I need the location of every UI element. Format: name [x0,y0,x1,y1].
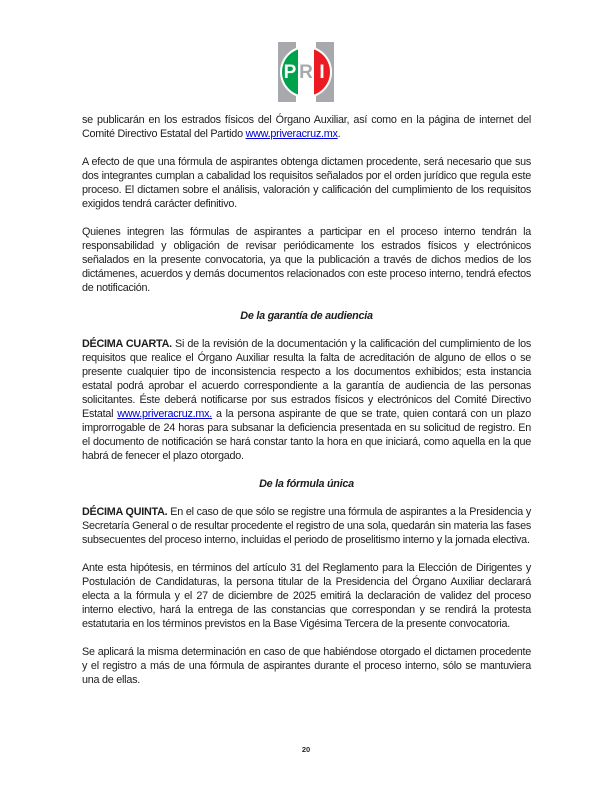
paragraph-dictamen: A efecto de que una fórmula de aspirantes obtenga dictamen procedente, será necesario que sus dos integrantes cumplan a cabalidad los requisitos señalados por el orden jurídico que regula este proceso. El dictamen sobre el análisis, valoración y calificación del cumplimiento de los requisitos exigidos tendrá carácter definitivo. [82,156,531,210]
paragraph-text: . [337,128,341,140]
paragraph-obligacion-revisar: Quienes integren las fórmulas de aspirantes a participar en el proceso interno tendrán la responsabilidad y obligación de revisar periódicamente los estrados físicos y electrónicos señalados en la presente convocatoria, ya que la publicación a través de dichos medios de los dictámenes, acuerdos y demás documentos relacionados con este proceso interno, tendrá efectos de notificación. [82,226,531,294]
clause-label-decima-cuarta: DÉCIMA CUARTA. [82,338,172,350]
priveracruz-link[interactable]: www.priveracruz.mx. [117,408,213,420]
priveracruz-link[interactable]: www.priveracruz.mx [245,128,338,140]
paragraph-text: En el caso de que sólo se registre una fórmula de aspirantes a la Presidencia y Secretaría General o de resultar procedente el registro de una sola, quedarán sin materia las fases subsecuentes del proceso interno, incluidas el periodo de proselitismo interno y la jornada electiva. [82,506,531,546]
logo-letter-i: I [314,48,330,96]
logo-letter-p: P [282,48,298,96]
clause-label-decima-quinta: DÉCIMA QUINTA. [82,506,168,518]
paragraph-text: se publicarán en los estrados físicos del Órgano Auxiliar, así como en la página de internet del Comité Directivo Estatal del Partido [82,114,531,140]
paragraph-publication [82,113,531,141]
paragraph-misma-determinacion: Se aplicará la misma determinación en caso de que habiéndose otorgado el dictamen procedente y el registro a más de una fórmula de aspirantes durante el proceso interno, sólo se mantuviera una de ellas. [82,646,531,686]
heading-garantia-audiencia: De la garantía de audiencia [240,310,373,322]
paragraph-text: a la persona aspirante de que se trate, quien contará con un plazo improrrogable de 24 horas para subsanar la deficiencia presentada en su solicitud de registro. En el documento de notificación se hará constar tanto la hora en que iniciará, como aquella en la que habrá de fenecer el plazo otorgado. [82,408,531,462]
paragraph-text: Si de la revisión de la documentación y la calificación del cumplimiento de los requisitos que realice el Órgano Auxiliar resulta la falta de acreditación de alguno de ellos o se presente cualquier tipo de inconsistencia respecto a los documentos exhibidos; esta instancia estatal podrá aprobar el acuerdo correspondiente a la garantía de audiencia de las personas solicitantes. Éste deberá notificarse por sus estrados físicos y electrónicos del Comité Directivo Estatal [82,338,531,420]
paragraph-ante-hipotesis: Ante esta hipótesis, en términos del artículo 31 del Reglamento para la Elección de Dirigentes y Postulación de Candidaturas, la persona titular de la Presidencia del Órgano Auxiliar declarará electa a la fórmula y el 27 de diciembre de 2025 emitirá la declaración de validez del proceso interno electivo, hará la entrega de las constancias que correspondan y se rendirá la protesta estatutaria en los términos previstos en la Base Vigésima Tercera de la presente convocatoria. [82,562,531,630]
pri-logo [278,42,334,102]
logo-letter-r: R [298,48,314,96]
paragraph-decima-quinta [82,505,531,547]
pri-emblem-circle [280,46,332,98]
page-number: 20 [301,745,311,754]
paragraph-decima-cuarta [82,337,531,463]
heading-formula-unica: De la fórmula única [259,478,354,490]
document-body [82,113,531,687]
